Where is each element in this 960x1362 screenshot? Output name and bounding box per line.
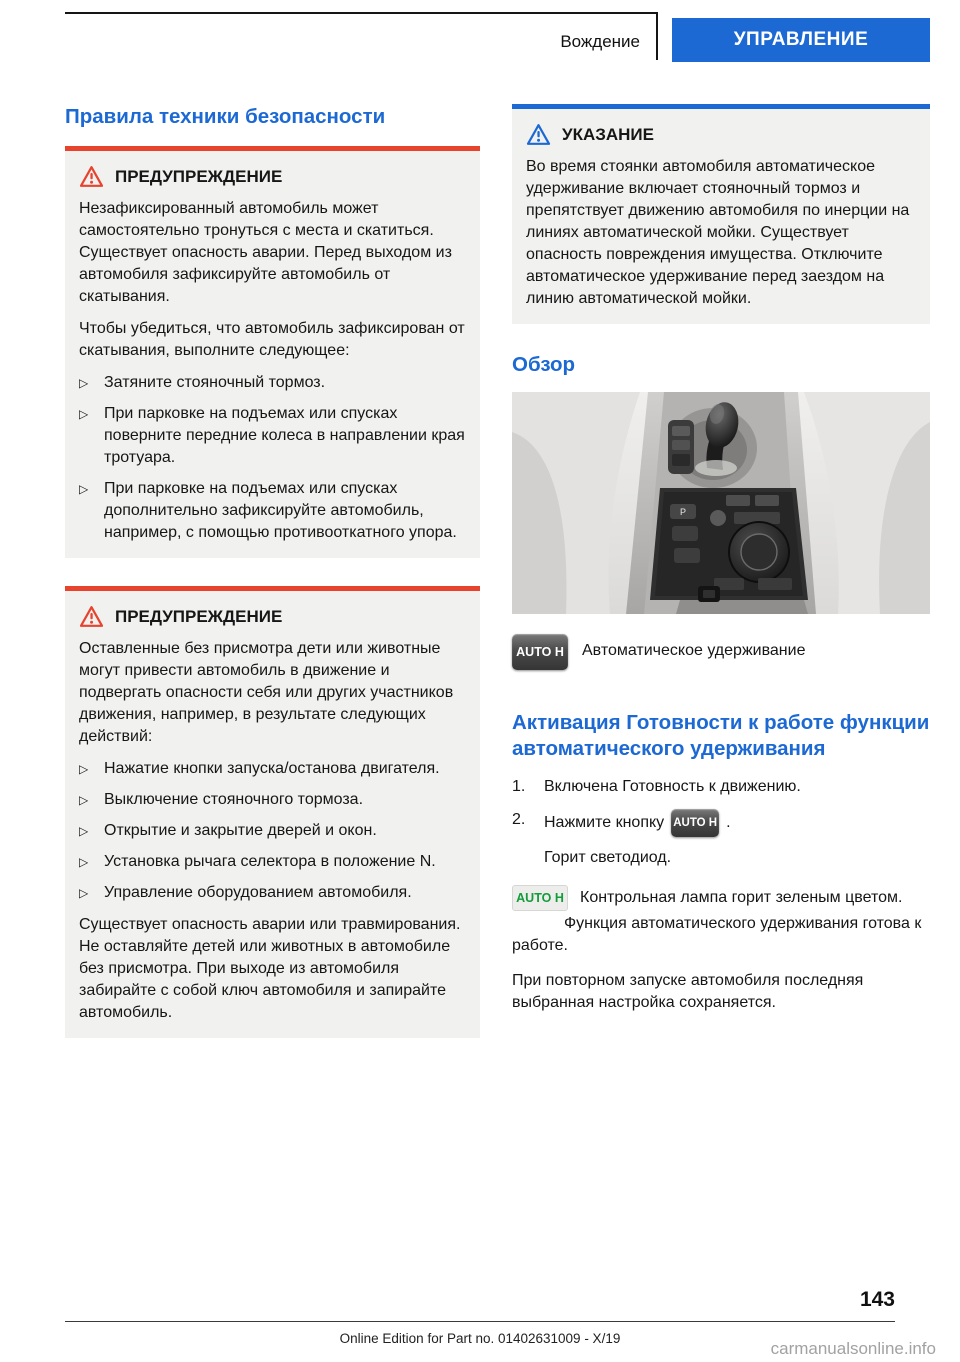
section-title: Правила техники безопасности [65, 105, 386, 128]
auto-hold-button-image: AUTO H [512, 634, 568, 670]
list-item [79, 789, 466, 811]
note-paragraph: Во время стоянки автомобиля автоматическое удерживание включает стояночный тормоз и препятствует движению автомобиля по инерции на линиях автоматической мойки. Существует опасность повреждения имущества. Отключите автоматическое удерживание перед заездом на линию автоматической мойки. [526, 158, 910, 307]
warning-label: ПРЕДУПРЕЖДЕНИЕ [115, 166, 283, 186]
triangle-bullet-icon: ▷ [79, 855, 89, 869]
list-item-text: При парковке на подъемах или спусках дополнительно зафиксируйте автомобиль, например, с помощью противооткатного упора. [104, 480, 457, 541]
triangle-bullet-icon: ▷ [79, 886, 89, 900]
warning-box-2 [65, 586, 480, 1038]
ready-paragraph: Функция автоматического удерживания готова к работе. [512, 915, 922, 954]
list-item [79, 882, 466, 904]
list-item-text: Управление оборудованием автомобиля. [104, 884, 412, 901]
note-label: УКАЗАНИЕ [562, 124, 654, 144]
list-item [79, 372, 466, 394]
step-number: 2. [512, 811, 526, 828]
console-caption [512, 634, 930, 670]
list-item [79, 478, 466, 544]
step-number: 1. [512, 778, 526, 795]
warning-2-paragraph: Существует опасность аварии или травмирования. Не оставляйте детей или животных в автомобиле без присмотра. При выходе из автомобиля забирайте с собой ключ автомобиля и запирайте автомобиль. [79, 916, 461, 1021]
step-item [512, 776, 930, 798]
warning-triangle-icon [79, 165, 104, 188]
triangle-bullet-icon: ▷ [79, 762, 89, 776]
step-body [544, 809, 731, 869]
indicator-lamp-row [512, 885, 930, 911]
header-section-label: Вождение [560, 32, 640, 51]
triangle-bullet-icon: ▷ [79, 824, 89, 838]
console-caption-text: Автоматическое удерживание [582, 642, 806, 659]
warning-2-bullet-list [79, 758, 466, 904]
list-item-text: При парковке на подъемах или спусках поверните передние колеса в направлении края тротуара. [104, 405, 465, 466]
step-result-text: Горит светодиод. [544, 849, 672, 866]
content-columns [65, 104, 930, 1066]
step-text [544, 809, 731, 837]
list-item [79, 820, 466, 842]
step-text-pre: Нажмите кнопку [544, 814, 665, 831]
edition-note: Online Edition for Part no. 01402631009 - X/19 [339, 1331, 621, 1346]
warning-1-paragraph: Чтобы убедиться, что автомобиль зафиксирован от скатывания, выполните следующее: [79, 320, 465, 359]
right-column [512, 104, 930, 1066]
auto-hold-button-image: AUTO H [671, 809, 719, 837]
footer-divider [65, 1321, 895, 1322]
list-item [79, 851, 466, 873]
page-header [65, 0, 930, 64]
warning-box-1-header [79, 165, 466, 188]
warning-label: ПРЕДУПРЕЖДЕНИЕ [115, 606, 283, 626]
restart-paragraph: При повторном запуске автомобиля последняя выбранная настройка сохраняется. [512, 972, 864, 1011]
warning-triangle-icon [79, 605, 104, 628]
note-triangle-icon [526, 123, 551, 146]
page-number: 143 [859, 1288, 895, 1311]
warning-1-paragraph: Незафиксированный автомобиль может самостоятельно тронуться с места и скатиться. Существует опасность аварии. Перед выходом из автомобиля зафиксируйте автомобиль от скатывания. [79, 200, 452, 305]
list-item [79, 758, 466, 780]
list-item-text: Выключение стояночного тормоза. [104, 791, 364, 808]
indicator-lamp-text: Контрольная лампа горит зеленым цветом. [580, 889, 903, 906]
list-item-text: Установка рычага селектора в положение N. [104, 853, 436, 870]
step-text: Включена Готовность к движению. [544, 778, 801, 795]
triangle-bullet-icon: ▷ [79, 793, 89, 807]
left-column [65, 104, 480, 1066]
center-console-photo [512, 392, 930, 614]
warning-box-1 [65, 146, 480, 558]
step-text-post: . [726, 814, 731, 831]
watermark-text: carmanualsonline.info [770, 1339, 936, 1358]
warning-box-2-header [79, 605, 466, 628]
header-tab-outline [65, 12, 658, 60]
step-item [512, 809, 930, 869]
svg-text:P: P [679, 507, 687, 517]
warning-2-paragraph: Оставленные без присмотра дети или животные могут привести автомобиль в движение и подвергать опасности себя или других участников движения, например, в результате следующих действий: [79, 640, 454, 745]
list-item-text: Затяните стояночный тормоз. [104, 374, 326, 391]
list-item [79, 403, 466, 469]
triangle-bullet-icon: ▷ [79, 376, 89, 390]
note-box [512, 104, 930, 324]
triangle-bullet-icon: ▷ [79, 407, 89, 421]
header-chapter-badge: УПРАВЛЕНИЕ [672, 18, 930, 62]
triangle-bullet-icon: ▷ [79, 482, 89, 496]
activation-title: Активация Готовности к работе функции автоматического удерживания [512, 711, 930, 760]
activation-steps [512, 776, 930, 869]
list-item-text: Открытие и закрытие дверей и окон. [104, 822, 377, 839]
overview-title: Обзор [512, 353, 576, 376]
auto-hold-indicator-lamp-icon: AUTO H [512, 885, 568, 911]
note-box-header [526, 123, 916, 146]
warning-1-bullet-list [79, 372, 466, 544]
list-item-text: Нажатие кнопки запуска/останова двигателя. [104, 760, 440, 777]
